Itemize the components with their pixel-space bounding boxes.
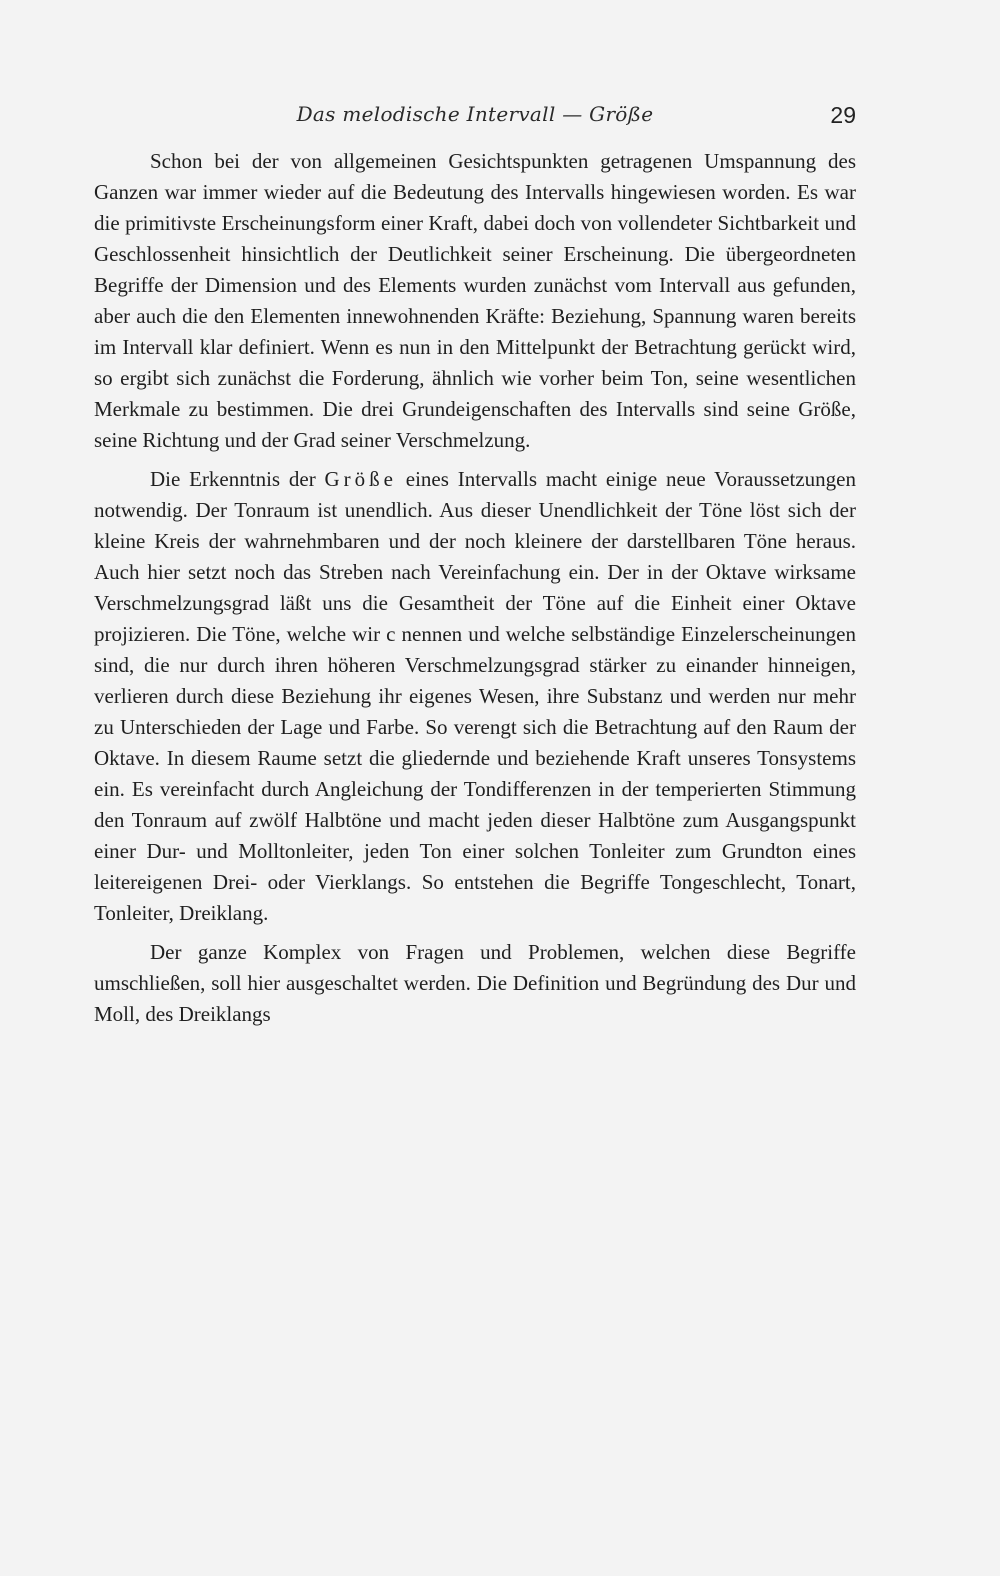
running-title: Das melodische Intervall — Größe [296,102,654,126]
paragraph-3: Der ganze Komplex von Fragen und Problemen, welchen diese Begriffe umschließen, soll hier ausgeschaltet werden. Die Definition und Begründung des Dur und Moll, des Dreiklangs [94,940,856,1026]
body-text [94,146,856,1030]
running-head [94,100,856,136]
paragraph-1: Schon bei der von allgemeinen Gesichtspunkten getragenen Umspannung des Ganzen war immer wieder auf die Bedeutung des Intervalls hingewiesen worden. Es war die primitivste Erscheinungsform einer Kraft, dabei doch von vollendeter Sichtbarkeit und Geschlossenheit hinsichtlich der Deutlichkeit seiner Erscheinung. Die übergeordneten Begriffe der Dimension und des Elements wurden zunächst vom Intervall aus gefunden, aber auch die den Elementen innewohnenden Kräfte: Beziehung, Spannung waren bereits im Intervall klar definiert. Wenn es nun in den Mittelpunkt der Betrachtung gerückt wird, so ergibt sich zunächst die Forderung, ähnlich wie vorher beim Ton, seine wesentlichen Merkmale zu bestimmen. Die drei Grundeigenschaften des Intervalls sind seine Größe, seine Richtung und der Grad seiner Verschmelzung. [94,149,856,452]
spaced-emphasis: Größe [324,467,397,491]
paragraph-2 [94,464,856,929]
paragraph-2-rest: eines Intervalls macht einige neue Voraussetzungen notwendig. Der Tonraum ist unendlich. Aus dieser Unendlichkeit der Töne löst sich der kleine Kreis der wahrnehmbaren und der noch kleinere der darstellbaren Töne heraus. Auch hier setzt noch das Streben nach Vereinfachung ein. Der in der Oktave wirksame Verschmelzungsgrad läßt uns die Gesamtheit der Töne auf die Einheit einer Oktave projizieren. Die Töne, welche wir c nennen und welche selbständige Einzelerscheinungen sind, die nur durch ihren höheren Verschmelzungsgrad stärker zu einander hinneigen, verlieren durch diese Beziehung ihr eigenes Wesen, ihre Substanz und werden nur mehr zu Unterschieden der Lage und Farbe. So verengt sich die Betrachtung auf den Raum der Oktave. In diesem Raume setzt die gliedernde und beziehende Kraft unseres Tonsystems ein. Es vereinfacht durch Angleichung der Tondifferenzen in der temperierten Stimmung den Tonraum auf zwölf Halbtöne und macht jeden dieser Halbtöne zum Ausgangspunkt einer Dur- und Molltonleiter, jeden Ton einer solchen Tonleiter zum Grundton eines leitereigenen Drei- oder Vierklangs. So entstehen die Begriffe Tongeschlecht, Tonart, Tonleiter, Dreiklang. [94,467,856,925]
page-number: 29 [830,102,856,128]
paragraph-2-start: Die Erkenntnis der [150,467,325,491]
book-page [94,100,856,1038]
